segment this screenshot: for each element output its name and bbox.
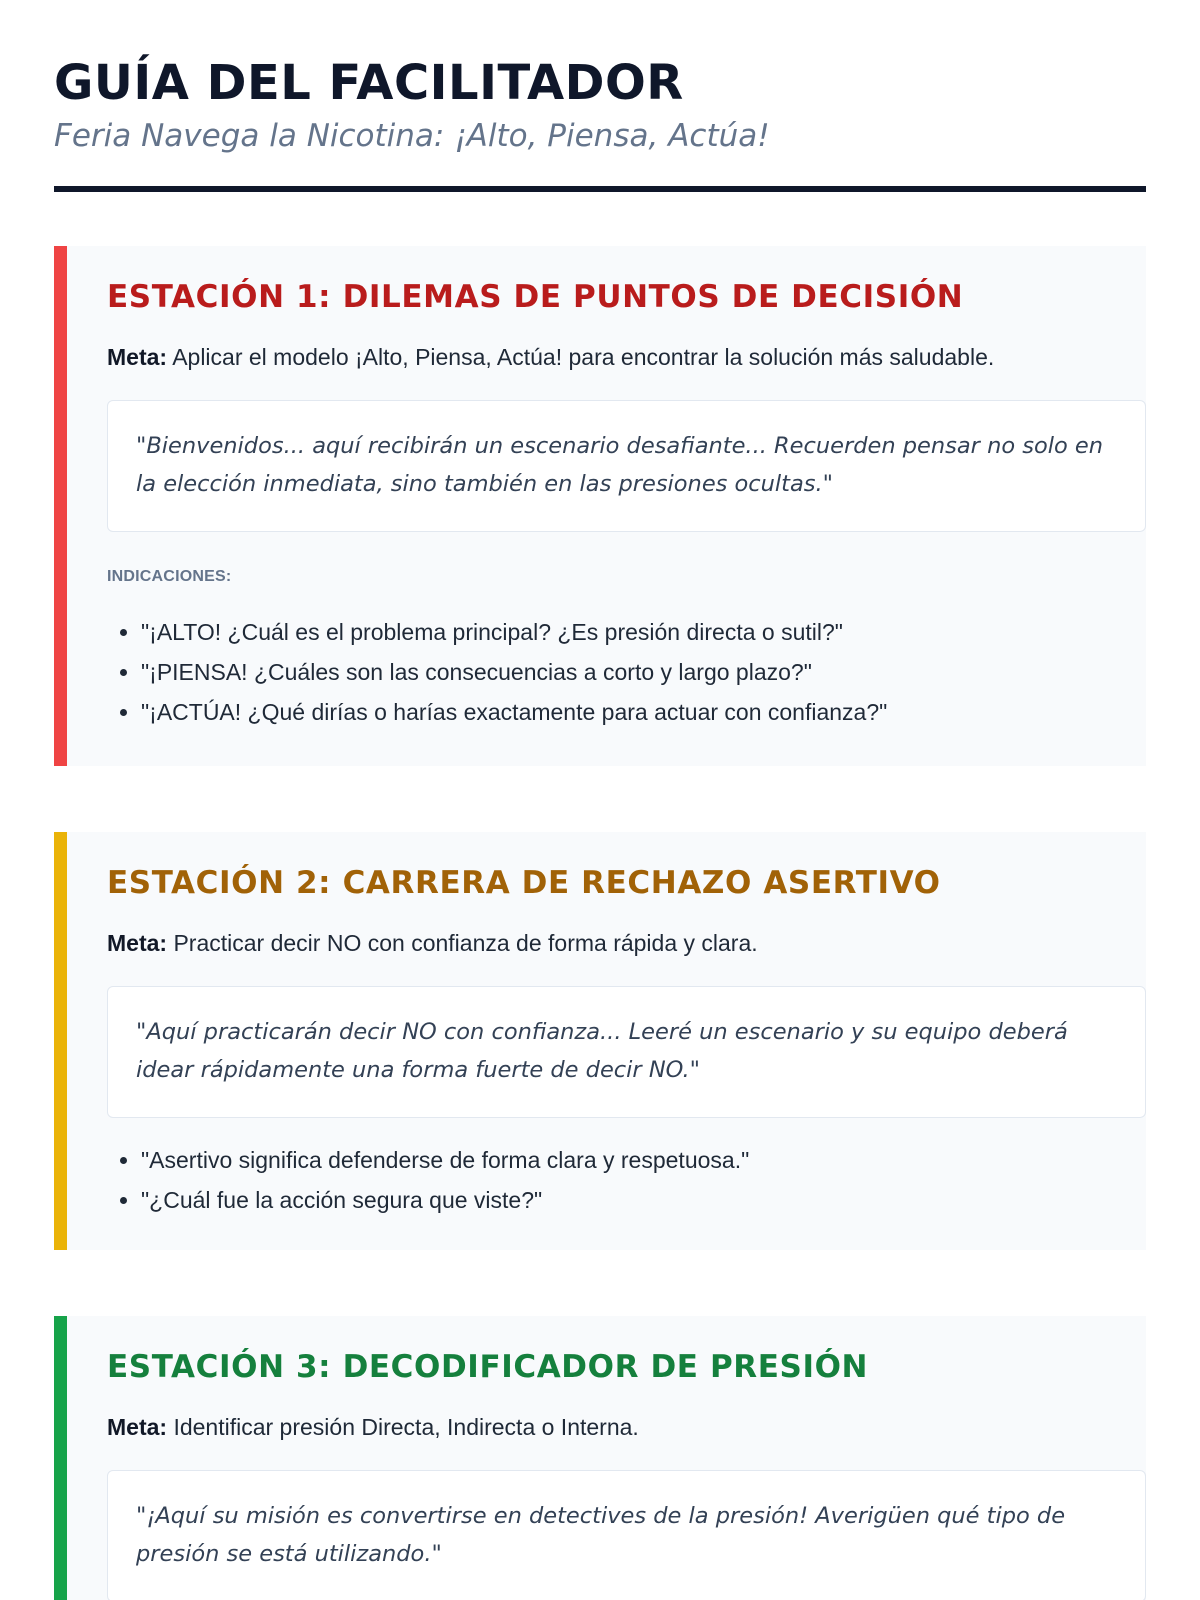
station-3-goal-label: Meta:: [107, 1414, 168, 1440]
station-2-card: [54, 832, 1146, 1250]
station-2-goal: [107, 928, 1146, 958]
list-item: • "¡PIENSA! ¿Cuáles son las consecuencias a corto y largo plazo?": [141, 652, 1146, 692]
station-3-goal-text: Identificar presión Directa, Indirecta o Interna.: [173, 1414, 639, 1440]
station-3-card: [54, 1316, 1146, 1600]
station-2-script-quote: "Aquí practicarán decir NO con confianza... Leeré un escenario y su equipo deberá idear rápidamente una forma fuerte de decir NO.": [107, 986, 1146, 1118]
station-1-goal-label: Meta:: [107, 344, 168, 370]
station-3-title: ESTACIÓN 3: DECODIFICADOR DE PRESIÓN: [107, 1349, 869, 1385]
list-item: • "¡ALTO! ¿Cuál es el problema principal? ¿Es presión directa o sutil?": [141, 612, 1146, 652]
station-2-prompts-list: [107, 1140, 1146, 1220]
station-2-goal-label: Meta:: [107, 930, 168, 956]
station-2-goal-text: Practicar decir NO con confianza de forma rápida y clara.: [173, 930, 758, 956]
station-1-prompts-label: INDICACIONES:: [107, 568, 232, 585]
list-item: • "¿Cuál fue la acción segura que viste?": [141, 1180, 1146, 1220]
station-1-card: [54, 246, 1146, 766]
station-3-script-quote: "¡Aquí su misión es convertirse en detectives de la presión! Averigüen qué tipo de presión se está utilizando.": [107, 1470, 1146, 1600]
page-header: [54, 0, 1146, 192]
list-item: • "¡ACTÚA! ¿Qué dirías o harías exactamente para actuar con confianza?": [141, 692, 1146, 732]
station-1-goal: [107, 342, 1146, 372]
station-1-goal-text: Aplicar el modelo ¡Alto, Piensa, Actúa! para encontrar la solución más saludable.: [172, 344, 995, 370]
page-title: GUÍA DEL FACILITADOR: [54, 55, 684, 111]
page-subtitle: Feria Navega la Nicotina: ¡Alto, Piensa, Actúa!: [54, 118, 770, 154]
station-3-goal: [107, 1412, 1146, 1442]
station-1-title: ESTACIÓN 1: DILEMAS DE PUNTOS DE DECISIÓN: [107, 279, 964, 315]
station-2-title: ESTACIÓN 2: CARRERA DE RECHAZO ASERTIVO: [107, 865, 941, 901]
station-1-prompts-list: [107, 612, 1146, 732]
station-1-script-quote: "Bienvenidos... aquí recibirán un escenario desafiante... Recuerden pensar no solo en la elección inmediata, sino también en las presiones ocultas.": [107, 400, 1146, 532]
header-divider: [54, 186, 1146, 192]
list-item: • "Asertivo significa defenderse de forma clara y respetuosa.": [141, 1140, 1146, 1180]
